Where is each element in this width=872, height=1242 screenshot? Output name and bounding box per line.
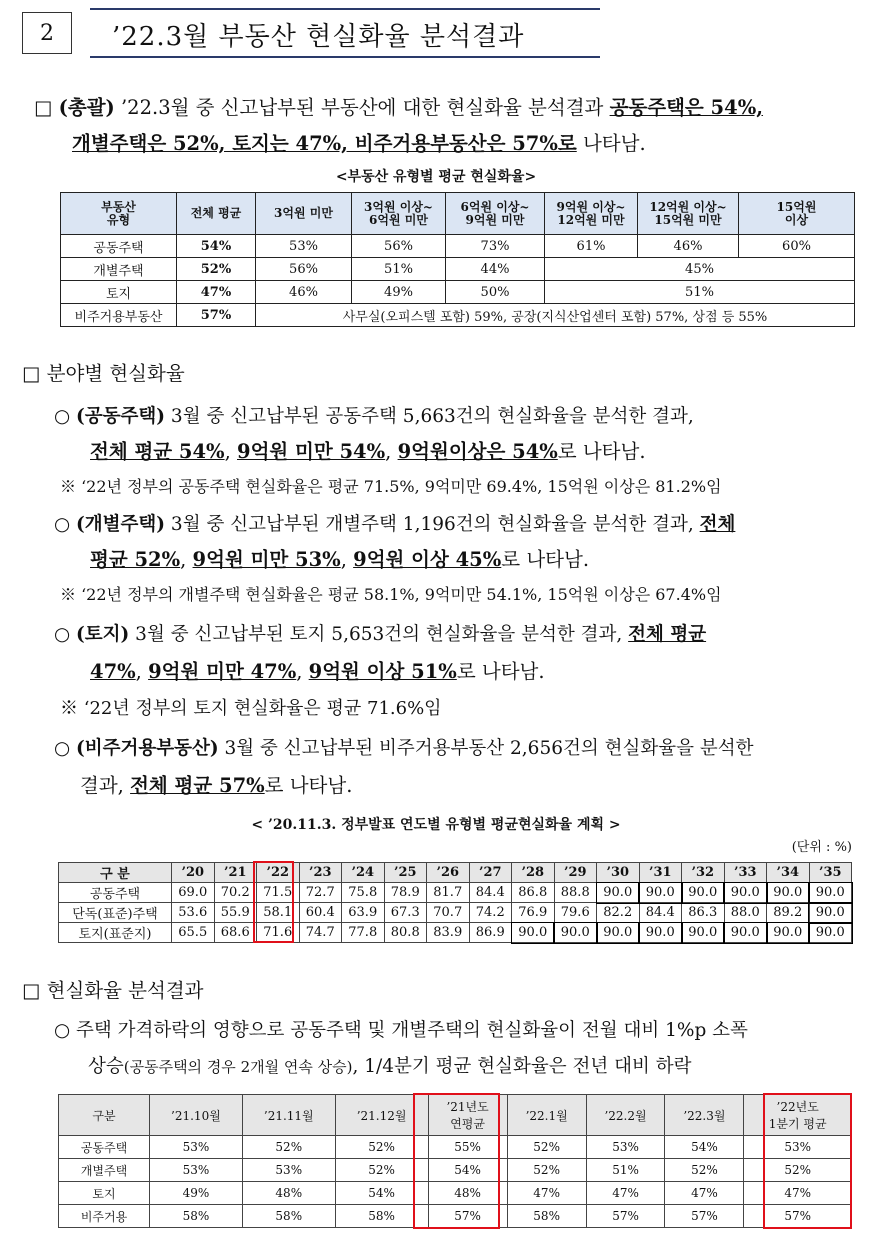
table-cell: 78.9 (384, 883, 427, 903)
table3-header: ’21년도 연평균 (428, 1095, 507, 1136)
house-note: ※ ‘22년 정부의 개별주택 현실화율은 평균 58.1%, 9억미만 54.1%, 15억원 이상은 67.4%임 (60, 585, 722, 604)
table1-caption: <부동산 유형별 평균 현실화율> (335, 169, 537, 185)
table-cell: 47% (665, 1182, 744, 1205)
table-cell: 75.8 (342, 883, 385, 903)
table-cell: 90.0 (597, 883, 640, 903)
table-cell: 89.2 (767, 903, 810, 923)
table-cell: 57% (586, 1205, 665, 1228)
table-cell: 79.6 (554, 903, 597, 923)
apt-note: ※ ‘22년 정부의 공동주택 현실화율은 평균 71.5%, 9억미만 69.4%, 15억원 이상은 81.2%임 (60, 477, 722, 496)
year-header: ’31 (639, 863, 682, 883)
table-cell: 54% (428, 1159, 507, 1182)
table-cell: 86.9 (469, 923, 512, 943)
land-note: ※ ‘22년 정부의 토지 현실화율은 평균 71.6%임 (60, 698, 442, 719)
year-header: ’23 (299, 863, 342, 883)
land-line-1 (54, 620, 706, 646)
page-title: ’22.3월 부동산 현실화율 분석결과 (112, 22, 525, 52)
table-cell: 52% (242, 1136, 335, 1159)
house-hl: 전체 (699, 514, 736, 535)
table1-header: 12억원 이상~ 15억원 미만 (638, 193, 739, 235)
year-header: ’30 (597, 863, 640, 883)
apt-text: 3월 중 신고납부된 공동주택 5,663건의 현실화율을 분석한 결과, (165, 406, 694, 427)
table-cell: 74.7 (299, 923, 342, 943)
table-cell: 52% (177, 258, 256, 281)
table3-header: ’22.3월 (665, 1095, 744, 1136)
section-heading-result: □ 현실화율 분석결과 (22, 979, 204, 1002)
land-line-2 (90, 656, 545, 684)
table3-header: ’21.12월 (335, 1095, 428, 1136)
table-cell: 55.9 (214, 903, 257, 923)
table-cell: 68.6 (214, 923, 257, 943)
land-end: 로 나타남. (456, 660, 545, 683)
table2-caption: < ’20.11.3. 정부발표 연도별 유형별 평균현실화율 계획 > (251, 817, 621, 833)
table3-header: ’21.10월 (150, 1095, 243, 1136)
year-header: ’24 (342, 863, 385, 883)
table-cell: 90.0 (682, 883, 725, 903)
table-cell: 50% (446, 281, 545, 304)
table1-header: 15억원 이상 (739, 193, 855, 235)
table-cell: 사무실(오피스텔 포함) 59%, 공장(지식산업센터 포함) 57%, 상점 등 55% (256, 304, 855, 327)
house-line-1 (54, 510, 735, 536)
table-row (61, 258, 855, 281)
table-cell: 73% (446, 235, 545, 258)
table-cell: 90.0 (809, 923, 852, 943)
circle-bullet: ○ (54, 406, 71, 427)
year-header: ’22 (257, 863, 300, 883)
land-hl: 47% (90, 660, 136, 683)
nonres-text: 결과, (80, 774, 131, 797)
table-row (61, 304, 855, 327)
summary-highlight-rest: 개별주택은 52%, 토지는 47%, 비주거용부동산은 57%로 (72, 132, 577, 155)
table-cell: 90.0 (724, 923, 767, 943)
table-cell: 53% (242, 1159, 335, 1182)
table1-header: 3억원 이상~ 6억원 미만 (352, 193, 446, 235)
table-cell: 58% (242, 1205, 335, 1228)
table-cell: 48% (242, 1182, 335, 1205)
table-cell: 57% (428, 1205, 507, 1228)
sep: , (224, 440, 237, 463)
row-label: 토지(표준지) (59, 923, 172, 943)
table-cell: 90.0 (639, 923, 682, 943)
apt-line-2 (90, 436, 646, 464)
year-header: ’25 (384, 863, 427, 883)
checkbox-bullet: □ (34, 96, 53, 119)
table-cell: 65.5 (172, 923, 215, 943)
table-cell: 52% (335, 1159, 428, 1182)
row-label: 비주거용 (59, 1205, 150, 1228)
sep: , (340, 548, 354, 571)
year-header: ’28 (512, 863, 555, 883)
table-cell: 90.0 (767, 923, 810, 943)
table-cell: 46% (256, 281, 352, 304)
nonres-end: 로 나타남. (264, 774, 353, 797)
table-cell: 비주거용부동산 (61, 304, 177, 327)
table-cell: 56% (256, 258, 352, 281)
table-cell: 71.6 (257, 923, 300, 943)
nonres-line-2 (80, 770, 352, 798)
result-text: , 1/4분기 평균 현실화율은 전년 대비 하락 (352, 1056, 692, 1077)
year-header: ’32 (682, 863, 725, 883)
section-number: 2 (40, 20, 54, 46)
table-row (59, 883, 852, 903)
table1-header: 9억원 이상~ 12억원 미만 (545, 193, 638, 235)
table2-header-label: 구 분 (59, 863, 172, 883)
apt-line-1 (54, 402, 694, 428)
table-cell: 74.2 (469, 903, 512, 923)
table-cell: 57% (744, 1205, 852, 1228)
land-hl: 전체 평균 (628, 624, 707, 645)
yearly-plan-table (58, 862, 852, 943)
year-header: ’20 (172, 863, 215, 883)
table-cell: 46% (638, 235, 739, 258)
row-label: 공동주택 (59, 883, 172, 903)
table-cell: 52% (665, 1159, 744, 1182)
house-end: 로 나타남. (501, 548, 590, 571)
table-cell: 90.0 (554, 923, 597, 943)
section-number-box (22, 12, 72, 54)
year-header: ’35 (809, 863, 852, 883)
table-cell: 63.9 (342, 903, 385, 923)
land-hl: 9억원 이상 51% (308, 660, 457, 683)
apt-end: 로 나타남. (557, 440, 646, 463)
table-cell: 60% (739, 235, 855, 258)
table-cell: 57% (665, 1205, 744, 1228)
summary-line-1 (34, 92, 763, 120)
land-text: 3월 중 신고납부된 토지 5,653건의 현실화율을 분석한 결과, (129, 624, 629, 645)
table-cell: 90.0 (682, 923, 725, 943)
summary-highlight-apt: 공동주택은 54%, (609, 96, 764, 119)
table-cell: 53% (256, 235, 352, 258)
table-cell: 60.4 (299, 903, 342, 923)
result-line-1 (54, 1016, 748, 1042)
summary-text: ’22.3월 중 신고납부된 부동산에 대한 현실화율 분석결과 (114, 96, 610, 119)
summary-label: (총괄) (58, 96, 115, 119)
table-cell: 54% (335, 1182, 428, 1205)
table-cell: 90.0 (809, 903, 852, 923)
table-cell: 개별주택 (61, 258, 177, 281)
table1-header: 부동산 유형 (61, 193, 177, 235)
table-cell: 90.0 (767, 883, 810, 903)
table-header-row (59, 863, 852, 883)
table-cell: 76.9 (512, 903, 555, 923)
table-cell: 52% (335, 1136, 428, 1159)
table-cell: 53% (744, 1136, 852, 1159)
table3-header: 구분 (59, 1095, 150, 1136)
year-header: ’29 (554, 863, 597, 883)
circle-bullet: ○ (54, 738, 71, 759)
table-row (61, 235, 855, 258)
table-cell: 45% (545, 258, 855, 281)
apt-hl: 전체 평균 54% (90, 440, 225, 463)
table-cell: 58.1 (257, 903, 300, 923)
year-header: ’26 (427, 863, 470, 883)
house-line-2 (90, 544, 589, 572)
table-cell: 52% (507, 1159, 586, 1182)
summary-end: 나타남. (576, 132, 646, 155)
highlight-2022-column (253, 861, 294, 943)
table-cell: 53% (150, 1159, 243, 1182)
result-text: 상승 (88, 1056, 124, 1077)
table-cell: 83.9 (427, 923, 470, 943)
table-row (59, 923, 852, 943)
table2-unit: (단위 : %) (791, 840, 852, 855)
row-label: 토지 (59, 1182, 150, 1205)
sep: , (135, 660, 149, 683)
table-cell: 90.0 (597, 923, 640, 943)
apt-hl: 9억원 미만 54% (237, 440, 386, 463)
table-cell: 44% (446, 258, 545, 281)
row-label: 개별주택 (59, 1159, 150, 1182)
table-cell: 90.0 (639, 883, 682, 903)
nonres-label: (비주거용부동산) (76, 738, 219, 759)
table-cell: 90.0 (512, 923, 555, 943)
table-cell: 57% (177, 304, 256, 327)
table-cell: 71.5 (257, 883, 300, 903)
table-cell: 58% (507, 1205, 586, 1228)
house-hl: 9억원 미만 53% (192, 548, 341, 571)
table-cell: 47% (507, 1182, 586, 1205)
row-label: 공동주택 (59, 1136, 150, 1159)
year-header: ’34 (767, 863, 810, 883)
table-cell: 86.8 (512, 883, 555, 903)
table-cell: 88.8 (554, 883, 597, 903)
nonres-line-1 (54, 734, 753, 760)
table-cell: 48% (428, 1182, 507, 1205)
sep: , (385, 440, 398, 463)
house-text: 3월 중 신고납부된 개별주택 1,196건의 현실화율을 분석한 결과, (165, 514, 700, 535)
table-cell: 88.0 (724, 903, 767, 923)
summary-line-2 (72, 128, 646, 156)
table-cell: 81.7 (427, 883, 470, 903)
table-cell: 52% (744, 1159, 852, 1182)
table-cell: 69.0 (172, 883, 215, 903)
table-cell: 51% (352, 258, 446, 281)
table-cell: 58% (335, 1205, 428, 1228)
table-cell: 70.2 (214, 883, 257, 903)
year-header: ’21 (214, 863, 257, 883)
table-row (59, 903, 852, 923)
year-header: ’27 (469, 863, 512, 883)
table-cell: 53% (150, 1136, 243, 1159)
result-line-2 (88, 1052, 691, 1078)
highlight-2021-annual-column (413, 1093, 500, 1229)
result-paren: (공동주택의 경우 2개월 연속 상승) (123, 1058, 353, 1076)
table-cell: 90.0 (809, 883, 852, 903)
house-hl: 9억원 이상 45% (353, 548, 502, 571)
table-cell: 51% (586, 1159, 665, 1182)
table-cell: 70.7 (427, 903, 470, 923)
sep: , (296, 660, 309, 683)
table1-header: 3억원 미만 (256, 193, 352, 235)
apt-hl: 9억원이상은 54% (397, 440, 558, 463)
table-cell: 51% (545, 281, 855, 304)
table-cell: 56% (352, 235, 446, 258)
table-cell: 토지 (61, 281, 177, 304)
table-cell: 67.3 (384, 903, 427, 923)
house-label: (개별주택) (76, 514, 166, 535)
table1-header: 전체 평균 (177, 193, 256, 235)
table-cell: 82.2 (597, 903, 640, 923)
table-cell: 90.0 (724, 883, 767, 903)
table3-header: ’22년도 1분기 평균 (744, 1095, 852, 1136)
table-cell: 84.4 (639, 903, 682, 923)
table-cell: 84.4 (469, 883, 512, 903)
table-cell: 58% (150, 1205, 243, 1228)
land-hl: 9억원 미만 47% (148, 660, 297, 683)
table-cell: 52% (507, 1136, 586, 1159)
table-cell: 49% (352, 281, 446, 304)
table-cell: 86.3 (682, 903, 725, 923)
circle-bullet: ○ (54, 514, 71, 535)
year-header: ’33 (724, 863, 767, 883)
table-cell: 47% (586, 1182, 665, 1205)
highlight-2022-q1-column (763, 1093, 852, 1229)
result-text: 주택 가격하락의 영향으로 공동주택 및 개별주택의 현실화율이 전월 대비 1%p 소폭 (70, 1020, 748, 1041)
table-cell: 49% (150, 1182, 243, 1205)
table-cell: 54% (665, 1136, 744, 1159)
type-rate-table (60, 192, 855, 327)
table-cell: 54% (177, 235, 256, 258)
nonres-text: 3월 중 신고납부된 비주거용부동산 2,656건의 현실화율을 분석한 (218, 738, 754, 759)
circle-bullet: ○ (54, 1020, 71, 1041)
section-heading-field: □ 분야별 현실화율 (22, 362, 185, 385)
table-cell: 61% (545, 235, 638, 258)
table-cell: 53.6 (172, 903, 215, 923)
apt-label: (공동주택) (76, 406, 166, 427)
table3-header: ’22.1월 (507, 1095, 586, 1136)
table3-header: ’22.2월 (586, 1095, 665, 1136)
land-label: (토지) (76, 624, 130, 645)
table-cell: 77.8 (342, 923, 385, 943)
circle-bullet: ○ (54, 624, 71, 645)
table1-header: 6억원 이상~ 9억원 미만 (446, 193, 545, 235)
table-cell: 공동주택 (61, 235, 177, 258)
table-cell: 80.8 (384, 923, 427, 943)
table-cell: 53% (586, 1136, 665, 1159)
house-hl: 평균 52% (90, 548, 181, 571)
table-row (61, 281, 855, 304)
table-cell: 72.7 (299, 883, 342, 903)
sep: , (180, 548, 193, 571)
table-cell: 47% (177, 281, 256, 304)
table3-header: ’21.11월 (242, 1095, 335, 1136)
nonres-hl: 전체 평균 57% (130, 774, 265, 797)
table-cell: 55% (428, 1136, 507, 1159)
row-label: 단독(표준)주택 (59, 903, 172, 923)
table-cell: 47% (744, 1182, 852, 1205)
